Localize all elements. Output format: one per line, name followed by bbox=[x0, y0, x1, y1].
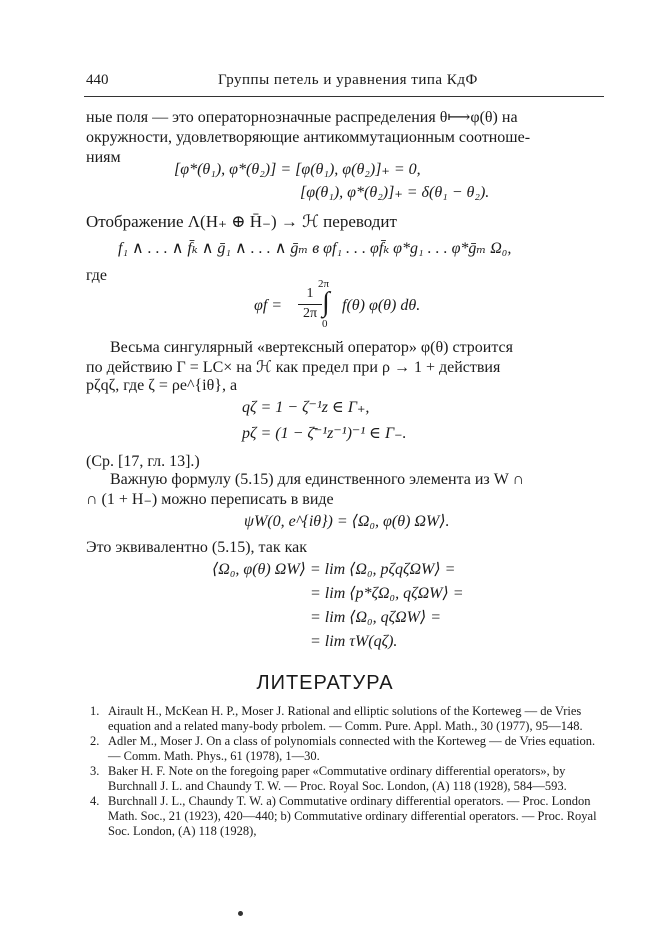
fraction-denominator: 2π bbox=[302, 306, 318, 321]
reference-number: 3. bbox=[90, 764, 100, 778]
body-line: Весьма сингулярный «вертексный оператор» φ(θ) строится bbox=[110, 339, 513, 356]
phi-def-rhs: f(θ) φ(θ) dθ. bbox=[342, 297, 421, 314]
phi-def-lhs: φf = bbox=[254, 297, 283, 314]
body-line: ниям bbox=[86, 149, 121, 166]
printer-mark bbox=[238, 911, 243, 916]
fraction-bar bbox=[298, 304, 322, 305]
reference-text: Airault H., McKean H. P., Moser J. Rational and elliptic solutions of the Korteweg — de Vries equation and a related many-body prbolem. — Comm. Pure. Appl. Math., 30 (1977), 95—148. bbox=[108, 704, 583, 733]
phi-definition bbox=[254, 278, 514, 330]
body-line: ные поля — это операторнозначные распределения θ⟼φ(θ) на bbox=[86, 109, 518, 126]
body-line: окружности, удовлетворяющие антикоммутационным соотноше- bbox=[86, 129, 531, 146]
equation-p-zeta: pζ = (1 − ζ̄⁻¹z⁻¹)⁻¹ ∈ Γ₋. bbox=[242, 425, 407, 442]
reference-number: 4. bbox=[90, 794, 100, 808]
body-line: pζqζ, где ζ = ρe^{iθ}, а bbox=[86, 377, 238, 394]
reference-number: 2. bbox=[90, 734, 100, 748]
reference-number: 1. bbox=[90, 704, 100, 718]
page-number: 440 bbox=[86, 72, 109, 88]
reference-text: Baker H. F. Note on the foregoing paper «Commutative ordinary differential operators», by Burchnall J. L. and Chaundy T. W. — Proc. Royal Soc. London, (A) 118 (1928), 584—593. bbox=[108, 764, 567, 793]
equivalence-sentence: Это эквивалентно (5.15), так как bbox=[86, 539, 308, 556]
where-word: где bbox=[86, 267, 108, 284]
body-line: по действию Γ = LC× на ℋ как предел при ρ → 1 + действия bbox=[86, 359, 501, 376]
reference-text: Adler M., Moser J. On a class of polynomials connected with the Korteweg — de Vries equation. — Comm. Math. Phys., 61 (1978), 1—30. bbox=[108, 734, 596, 763]
equation-limit-2: = lim ⟨p*ζΩ₀, qζΩW⟩ = bbox=[310, 585, 464, 602]
fraction-numerator: 1 bbox=[306, 286, 314, 301]
equation-limit-4: = lim τW(qζ). bbox=[310, 633, 398, 650]
body-line: Важную формулу (5.15) для единственного элемента из W ∩ bbox=[110, 471, 525, 488]
body-line: ∩ (1 + H₋) можно переписать в виде bbox=[86, 491, 334, 508]
reference-item bbox=[86, 764, 602, 794]
reference-item bbox=[86, 794, 602, 839]
running-title: Группы петель и уравнения типа КдФ bbox=[218, 72, 478, 88]
map-sentence: Отображение Λ(H₊ ⊕ H̄₋) → ℋ переводит bbox=[86, 212, 397, 231]
equation-limit-1: ⟨Ω₀, φ(θ) ΩW⟩ = lim ⟨Ω₀, pζqζΩW⟩ = bbox=[212, 561, 456, 578]
reference-text: Burchnall J. L., Chaundy T. W. a) Commutative ordinary differential operators. — Proc. London Math. Soc., 21 (1923), 420—440; b) Commutative ordinary differential operators. — Proc. Royal Soc. London, (A) 118 (1928), bbox=[108, 794, 597, 838]
integral-sign: ∫ bbox=[322, 287, 330, 318]
equation-anticommutation-1: [φ*(θ₁), φ*(θ₂)] = [φ(θ₁), φ(θ₂)]₊ = 0, bbox=[174, 161, 421, 178]
integral-upper-limit: 2π bbox=[318, 278, 330, 290]
equation-q-zeta: qζ = 1 − ζ⁻¹z ∈ Γ₊, bbox=[242, 399, 370, 416]
cf-note: (Ср. [17, гл. 13].) bbox=[86, 453, 200, 470]
reference-list bbox=[86, 704, 602, 839]
reference-item bbox=[86, 704, 602, 734]
header-rule bbox=[84, 96, 604, 97]
equation-limit-3: = lim ⟨Ω₀, qζΩW⟩ = bbox=[310, 609, 442, 626]
integral-lower-limit: 0 bbox=[322, 318, 328, 330]
references-heading: ЛИТЕРАТУРА bbox=[256, 672, 394, 694]
reference-item bbox=[86, 734, 602, 764]
equation-anticommutation-2: [φ(θ₁), φ*(θ₂)]₊ = δ(θ₁ − θ₂). bbox=[300, 184, 490, 201]
running-header bbox=[86, 72, 598, 92]
equation-psi: ψW(0, e^{iθ}) = ⟨Ω₀, φ(θ) ΩW⟩. bbox=[244, 513, 450, 530]
map-formula: f₁ ∧ . . . ∧ f̄ₖ ∧ ḡ₁ ∧ . . . ∧ ḡₘ в φf₁ . . . φf̄ₖ φ*g₁ . . . φ*ḡₘ Ω₀, bbox=[118, 240, 512, 257]
